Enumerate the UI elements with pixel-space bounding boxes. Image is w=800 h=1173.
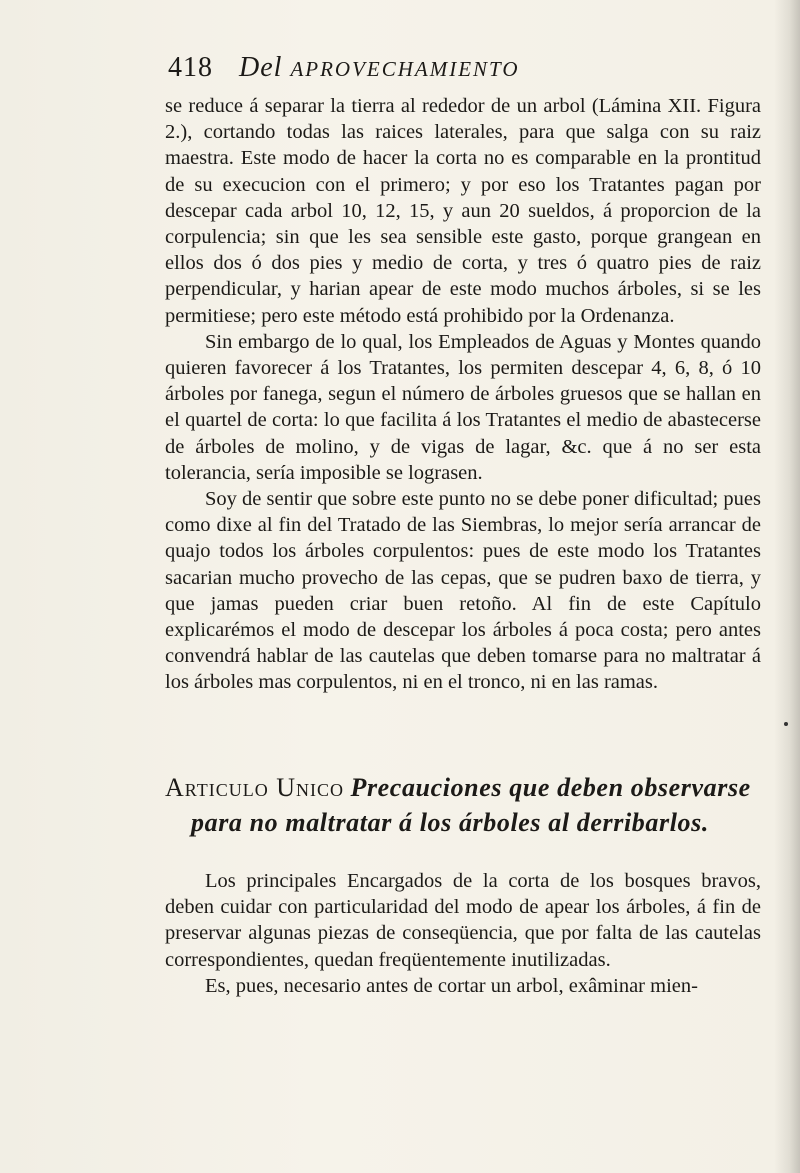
paragraph-4: Los principales Encargados de la corta de los bosques bravos, deben cuidar con particularidad del modo de apear los árboles, á fin de preservar algunas piezas de conseqüencia, que por falta de las cautelas correspondientes, quedan freqüentemente inutilizadas. (165, 870, 761, 971)
paragraph-3: Soy de sentir que sobre este punto no se debe poner dificultad; pues como dixe al fin del Tratado de las Siembras, lo mejor sería arrancar de quajo todos los árboles corpulentos: pues de este modo los Tratantes sacarian mucho provecho de las cepas, que se pudren baxo de tierra, y que jamas pueden criar buen retoño. Al fin de este Capítulo explicarémos el modo de descepar los árboles á poca costa; pero antes convendrá hablar de las cautelas que deben tomarse para no maltratar á los árboles mas corpulentos, ni en el tronco, ni en las ramas. (165, 488, 761, 694)
section-label: Articulo Unico (165, 773, 344, 802)
body-text-top (165, 93, 761, 696)
margin-speck (784, 722, 788, 726)
page-number: 418 (168, 52, 213, 83)
paragraph-1: se reduce á separar la tierra al rededor de un arbol (Lámina XII. Figura 2.), cortando todas las raices laterales, para que salga con su raiz maestra. Este modo de hacer la corta no es comparable en la prontitud de su execucion con el primero; y por eso los Tratantes pagan por descepar cada arbol 10, 12, 15, y aun 20 sueldos, á proporcion de la corpulencia; sin que les sea sensible este gasto, porque grangean en ellos dos ó dos pies y medio de corta, y tres ó quatro pies de raiz perpendicular, y harian apear de este modo muchos árboles, si se les permitiese; pero este método está prohibido por la Ordenanza. (165, 95, 761, 327)
page-edge-shadow (774, 0, 800, 1173)
section-title-line-1: Precauciones que deben observarse (350, 773, 751, 802)
page-header (168, 52, 728, 92)
paragraph-2: Sin embargo de lo qual, los Empleados de Aguas y Montes quando quieren favorecer á los Tratantes, los permiten descepar 4, 6, 8, ó 10 árboles por fanega, segun el número de árboles gruesos que se hallan en el quartel de corta: lo que facilita á los Tratantes el medio de abastecerse de árboles de molino, y de vigas de lagar, &c. que á no ser esta tolerancia, sería imposible se lograsen. (165, 330, 761, 484)
running-head (239, 52, 520, 83)
paragraph-5: Es, pues, necesario antes de cortar un arbol, exâminar mien- (205, 974, 698, 997)
running-head-initial: Del (239, 52, 283, 83)
section-title-line-2: para no maltratar á los árboles al derribarlos. (191, 808, 709, 837)
section-heading (165, 770, 761, 840)
running-head-rest: APROVECHAMIENTO (290, 57, 520, 81)
body-text-bottom (165, 868, 761, 999)
